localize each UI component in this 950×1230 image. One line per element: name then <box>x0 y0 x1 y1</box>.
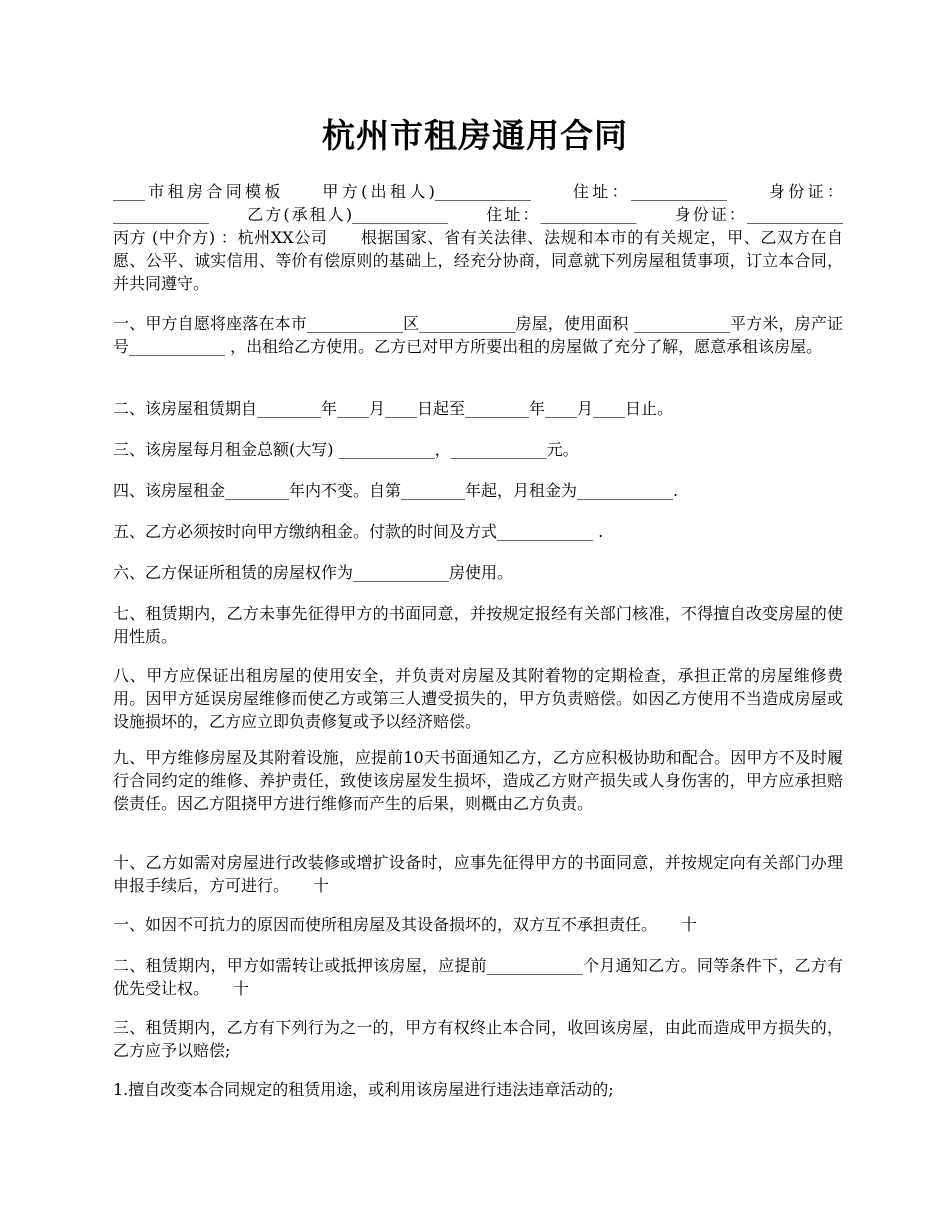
clause-13-item-1: 1.擅自改变本合同规定的租赁用途，或利用该房屋进行违法违章活动的; <box>113 1080 614 1099</box>
clause-7: 七、租赁期内，乙方未事先征得甲方的书面同意，并按规定报经有关部门核准，不得擅自改变房屋的使用性质。 <box>113 604 843 646</box>
document-title: 杭州市租房通用合同 <box>322 116 628 155</box>
clause-13: 三、租赁期内，乙方有下列行为之一的，甲方有权终止本合同，收回该房屋，由此而造成甲方损失的，乙方应予以赔偿; <box>113 1018 843 1060</box>
clause-6: 六、乙方保证所租赁的房屋权作为____________房使用。 <box>113 563 514 582</box>
clause-10: 十、乙方如需对房屋进行改装修或增扩设备时，应事先征得甲方的书面同意，并按规定向有关部门办理申报手续后，方可进行。 十 <box>113 853 843 895</box>
clause-8: 八、甲方应保证出租房屋的使用安全，并负责对房屋及其附着物的定期检查，承担正常的房屋维修费用。因甲方延误房屋维修而使乙方或第三人遭受损失的，甲方负责赔偿。如因乙方使用不当造成房屋或设施损坏的，乙方应立即负责修复或予以经济赔偿。 <box>113 666 843 731</box>
clause-9: 九、甲方维修房屋及其附着设施，应提前10天书面通知乙方，乙方应积极协助和配合。因甲方不及时履行合同约定的维修、养护责任，致使该房屋发生损坏，造成乙方财产损失或人身伤害的，甲方应承担赔偿责任。因乙方阻挠甲方进行维修而产生的后果，则概由乙方负责。 <box>113 748 843 813</box>
clause-11: 一、如因不可抗力的原因而使所租房屋及其设备损坏的，双方互不承担责任。 十 <box>113 915 698 934</box>
clause-2: 二、该房屋租赁期自________年____月____日起至________年____月____日止。 <box>113 399 674 418</box>
clause-4: 四、该房屋租金________年内不变。自第________年起，月租金为____________. <box>113 481 679 500</box>
clause-3: 三、该房屋每月租金总额(大写) ____________，____________元。 <box>113 440 579 459</box>
clause-12: 二、租赁期内，甲方如需转让或抵押该房屋，应提前____________个月通知乙方。同等条件下，乙方有优先受让权。 十 <box>113 956 843 998</box>
clause-5: 五、乙方必须按时向甲方缴纳租金。付款的时间及方式____________ . <box>113 522 604 541</box>
intro-paragraph: ____市租房合同模板 甲方(出租人)____________ 住址：____________ 身份证：____________ 乙方(承租人)____________ 住址：____________ 身份证：____________ 丙方 (中介方) ：杭州XX公司 根据国家、省有关法律、法规和本市的有关规定，甲、乙双方在自愿、公平、诚实信用、等价有偿原则的基础上，经充分协商，同意就下列房屋租赁事项，订立本合同，并共同遵守。 <box>113 182 876 293</box>
clause-1: 一、甲方自愿将座落在本市____________区____________房屋，使用面积 ____________平方米，房产证号____________ ，出租给乙方使用。乙方已对甲方所要出租的房屋做了充分了解，愿意承租该房屋。 <box>113 314 843 356</box>
